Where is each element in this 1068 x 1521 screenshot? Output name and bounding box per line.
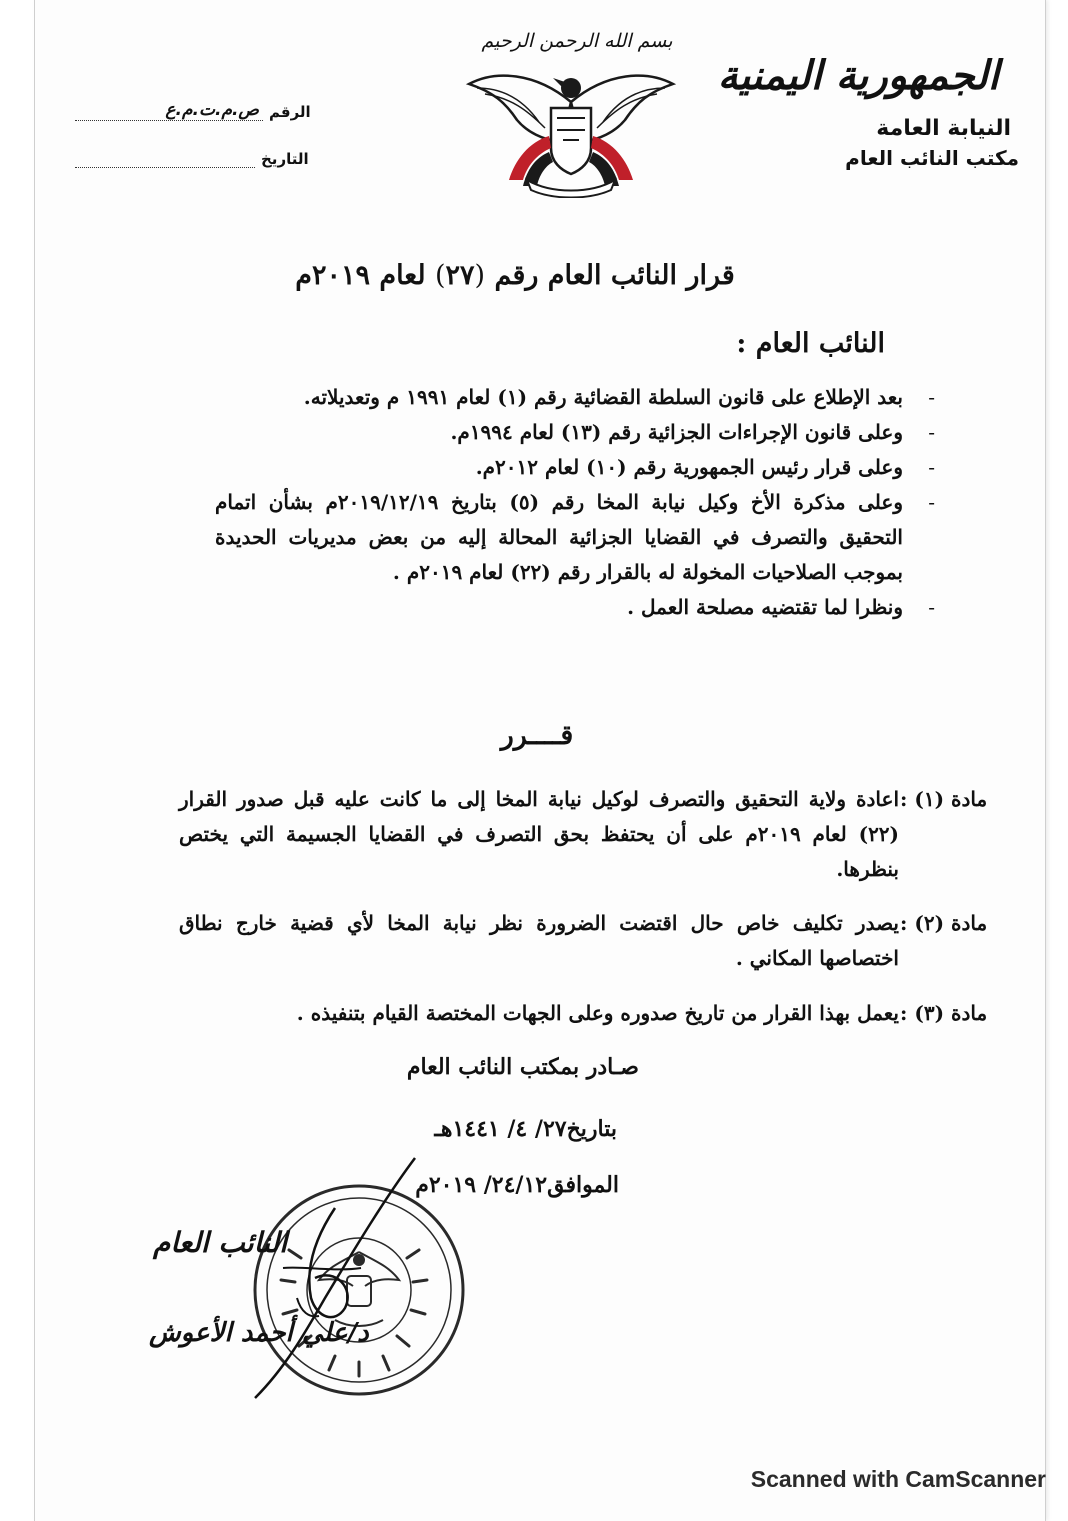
preamble-item: - وعلى مذكرة الأخ وكيل نيابة المخا رقم (٥) بتاريخ ٢٠١٩/١٢/١٩م بشأن اتمام التحقيق والتصرف في القضايا الجزائية المحالة إليه من بعض مديريات الحديدة بموجب الصلاحيات المخولة له بالقرار رقم (٢٢) لعام ٢٠١٩م . <box>215 490 935 584</box>
issued-at: صـادر بمكتب النائب العام <box>406 1054 639 1080</box>
preamble-item: - وعلى قرار رئيس الجمهورية رقم (١٠) لعام ٢٠١٢م. <box>475 455 935 479</box>
article-label: مادة (٢) : <box>900 911 988 935</box>
article-text: يعمل بهذا القرار من تاريخ صدوره وعلى الجهات المختصة القيام بتنفيذه . <box>296 1001 899 1025</box>
gregorian-date: الموافق٢٤/١٢/ ٢٠١٩م <box>415 1172 619 1198</box>
preamble-item: - وعلى قانون الإجراءات الجزائية رقم (١٣) لعام ١٩٩٤م. <box>450 420 935 444</box>
date-value <box>75 151 255 168</box>
reference-value: ص.م.ت.م.ع <box>75 100 263 121</box>
preamble-item: - ونظرا لما تقتضيه مصلحة العمل . <box>627 595 935 619</box>
article-1 <box>179 782 988 887</box>
title-suffix: لعام ٢٠١٩م <box>295 260 426 291</box>
scanner-watermark: Scanned with CamScanner <box>750 1466 1046 1492</box>
signatory-name: د/علي أحمد الأعوش <box>149 1318 369 1348</box>
article-3 <box>179 996 988 1031</box>
hijri-date: بتاريخ٢٧/ ٤/ ١٤٤١هـ <box>434 1116 617 1142</box>
preamble-item: - بعد الإطلاع على قانون السلطة القضائية رقم (١) لعام ١٩٩١ م وتعديلاته. <box>303 385 935 409</box>
basmala: بسم الله الرحمن الرحيم <box>481 30 673 52</box>
article-label: مادة (١) : <box>900 787 988 811</box>
reference-number <box>75 100 311 121</box>
signatory-title: النائب العام <box>153 1226 288 1259</box>
article-text: يصدر تكليف خاص حال اقتضت الضرورة نظر نيابة المخا لأي قضية خارج نطاق اختصاصها المكاني . <box>179 911 899 970</box>
decision-title: قرار النائب العام رقم (٢٧) لعام ٢٠١٩م <box>295 260 735 291</box>
reference-date <box>75 150 309 168</box>
addressee: النائب العام : <box>736 328 885 359</box>
date-label: التاريخ <box>261 150 309 168</box>
decided-heading: قــــرر <box>500 720 574 751</box>
prosecution-name: النيابة العامة <box>876 116 1011 141</box>
reference-label: الرقم <box>269 103 311 121</box>
yemen-emblem-icon <box>465 62 677 198</box>
preamble-list <box>215 380 935 625</box>
title-prefix: قرار النائب العام رقم <box>494 260 735 291</box>
article-label: مادة (٣) : <box>900 1001 988 1025</box>
decision-number: ٢٧ <box>445 260 475 291</box>
article-text: اعادة ولاية التحقيق والتصرف لوكيل نيابة المخا إلى ما كانت عليه قبل صدور القرار (٢٢) لعام ٢٠١٩م على أن يحتفظ بحق التصرف في القضايا الجسيمة التي يختص بنظرها. <box>179 787 900 881</box>
office-name: مكتب النائب العام <box>845 146 1019 170</box>
signature-mark-icon <box>185 1148 435 1408</box>
document-page <box>34 0 1046 1521</box>
country-name: الجمهورية اليمنية <box>717 52 999 99</box>
article-2 <box>179 906 988 976</box>
